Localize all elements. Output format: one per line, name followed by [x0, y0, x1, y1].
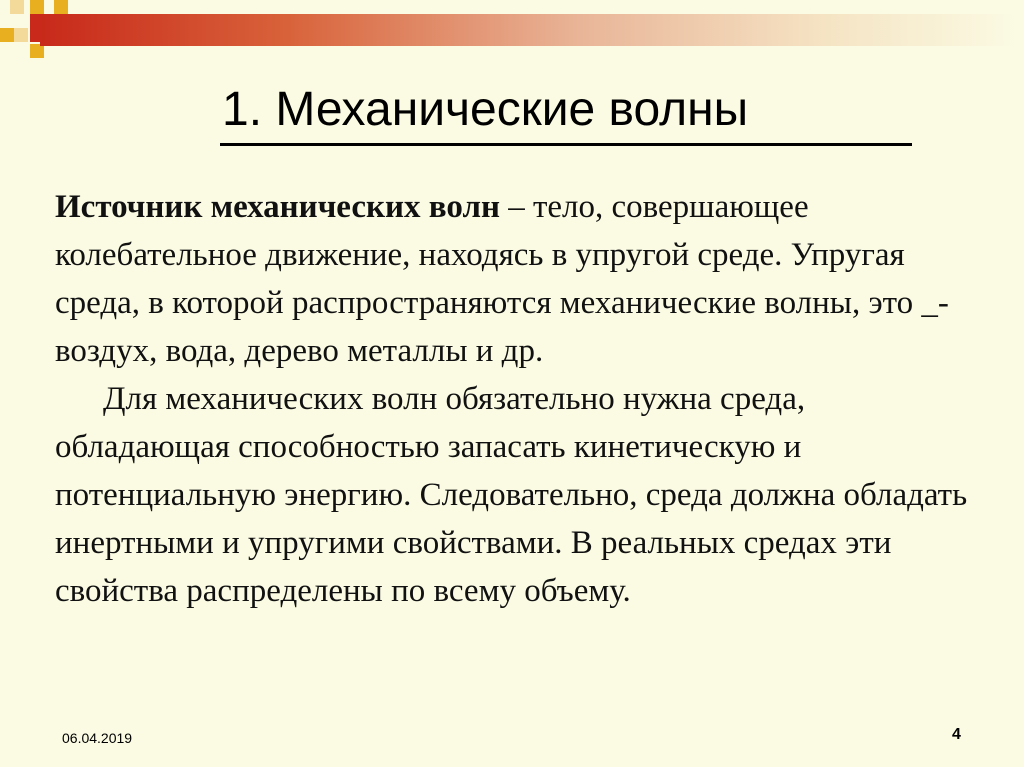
- paragraph-definition: [55, 183, 975, 375]
- title-underline: [220, 143, 912, 146]
- term-bold: Источник механических волн: [55, 189, 500, 225]
- slide-title: 1. Механические волны: [222, 83, 749, 136]
- footer-date: 06.04.2019: [62, 730, 133, 746]
- header-gradient-bar: [40, 14, 1024, 46]
- page-number: 4: [952, 726, 961, 743]
- slide-body: [55, 183, 975, 615]
- paragraph-medium: Для механических волн обязательно нужна среда, обладающая способностью запасать кинетическую и потенциальную энергию. Следовательно, среда должна обладать инертными и упругими свойствами. В реальных средах эти свойства распределены по всему объему.: [55, 381, 968, 609]
- definition-text: – тело, совершающее колебательное движение, находясь в упругой среде. Упругая среда, в которой распространяются механические волны, это _- воздух, вода, дерево металлы и др.: [55, 189, 949, 369]
